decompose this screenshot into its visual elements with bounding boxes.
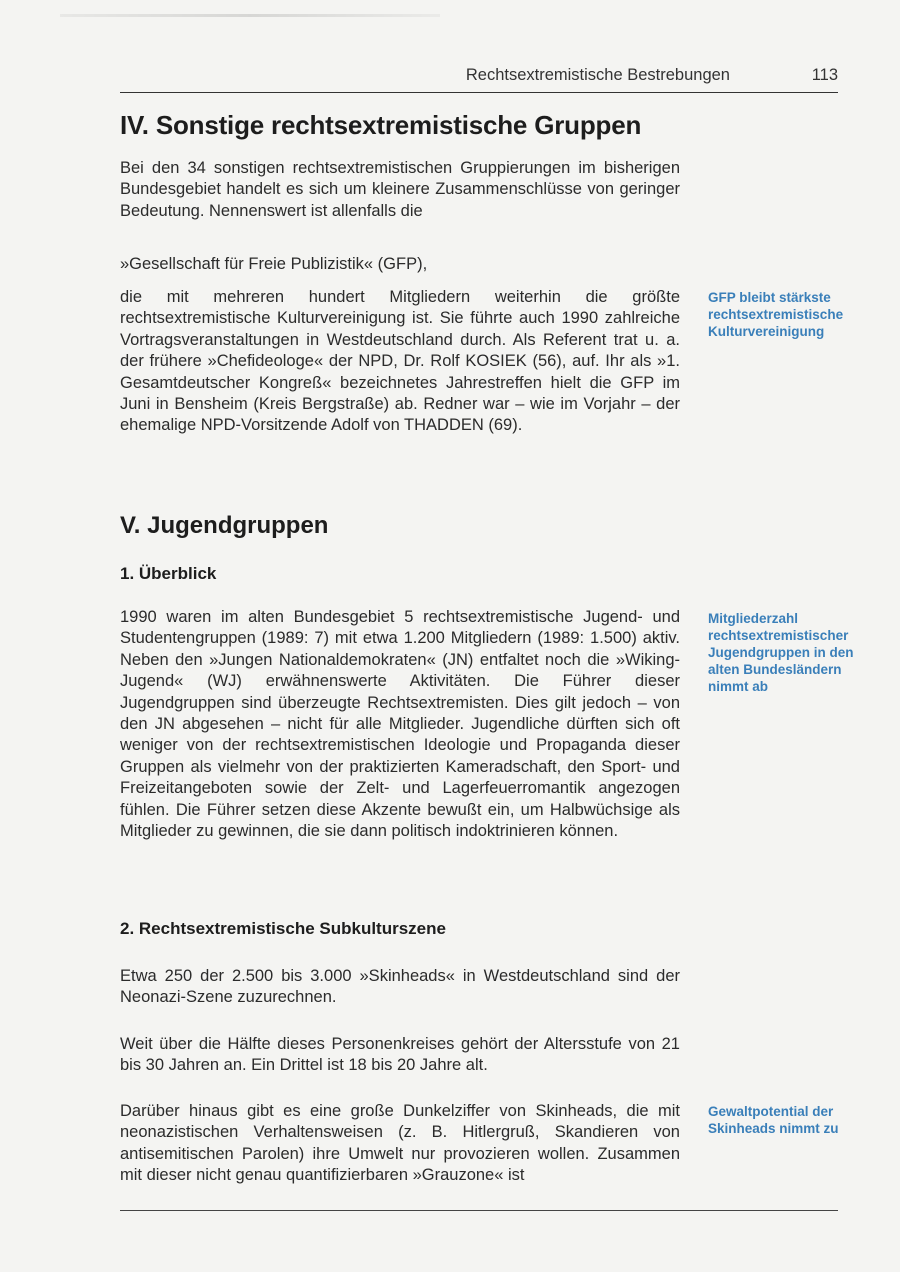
subsection-2-paragraph-3: Darüber hinaus gibt es eine große Dunkelziffer von Skinheads, die mit neonazistischen Verhaltensweisen (z. B. Hitlergruß, Skandieren von antisemitischen Parolen) ihre Umwelt nur provozieren wollen. Zusammen mit dieser nicht genau quantifizierbaren »Grauzone« ist [120,1102,680,1185]
margin-note-skinheads: Gewaltpotential der Skinheads nimmt zu [708,1104,839,1136]
section-v-heading: V. Jugendgruppen [120,512,329,539]
running-header-title: Rechtsextremistische Bestrebungen [465,66,730,84]
section-iv-heading: IV. Sonstige rechtsextremistische Gruppen [120,110,642,140]
subsection-1-paragraph: 1990 waren im alten Bundesgebiet 5 rechtsextremistische Jugend- und Studentengruppen (1989: 7) mit etwa 1.200 Mitgliedern (1989: 1.500) aktiv. Neben den »Jungen Nationaldemokraten« (JN) entfaltet noch die »Wiking-Jugend« (WJ) erwähnenswerte Aktivitäten. Die Führer dieser Jugendgruppen sind überzeugte Rechtsextremisten. Dies gilt jedoch – von den JN abgesehen – nicht für alle Mitglieder. Jugendliche dürften sich oft weniger von der rechtsextremistischen Ideologie und Propaganda dieser Gruppen als vielmehr von der praktizierten Kameradschaft, den Sport- und Freizeitangeboten sowie der Zelt- und Lagerfeuerromantik angezogen fühlen. Die Führer setzen diese Akzente bewußt ein, um Halbwüchsige als Mitglieder zu gewinnen, die sie dann politisch indoktrinieren können. [120,608,680,841]
margin-note-gfp: GFP bleibt stärkste rechtsextremistische Kulturvereinigung [708,290,844,339]
subsection-1-heading: 1. Überblick [120,564,217,583]
section-iv-paragraph-1: Bei den 34 sonstigen rechtsextremistischen Gruppierungen im bisherigen Bundesgebiet handelt es sich um kleinere Zusammenschlüsse von geringer Bedeutung. Nennenswert ist allenfalls die [120,159,680,220]
margin-note-jugendgruppen: Mitgliederzahl rechtsextremistischer Jugendgruppen in den alten Bundesländern nimmt ab [708,611,854,694]
footer-rule [120,1210,838,1211]
section-iv-paragraph-3: die mit mehreren hundert Mitgliedern weiterhin die größte rechtsextremistische Kulturvereinigung ist. Sie führte auch 1990 zahlreiche Vortragsveranstaltungen in Westdeutschland durch. Als Referent trat u. a. der frühere »Chefideologe« der NPD, Dr. Rolf KOSIEK (56), auf. Ihr als »1. Gesamtdeutscher Kongreß« bezeichnetes Jahrestreffen hielt die GFP im Juni in Bensheim (Kreis Bergstraße) ab. Redner war – wie im Vorjahr – der ehemalige NPD-Vorsitzende Adolf von THADDEN (69). [120,288,680,435]
section-iv-paragraph-2: »Gesellschaft für Freie Publizistik« (GFP), [120,255,428,273]
running-header [120,64,838,93]
subsection-2-paragraph-1: Etwa 250 der 2.500 bis 3.000 »Skinheads« in Westdeutschland sind der Neonazi-Szene zuzurechnen. [120,967,680,1007]
subsection-2-paragraph-2: Weit über die Hälfte dieses Personenkreises gehört der Altersstufe von 21 bis 30 Jahren an. Ein Drittel ist 18 bis 20 Jahre alt. [120,1035,680,1075]
scan-shadow [60,14,440,17]
page-number: 113 [811,66,838,84]
subsection-2-heading: 2. Rechtsextremistische Subkulturszene [120,919,446,938]
